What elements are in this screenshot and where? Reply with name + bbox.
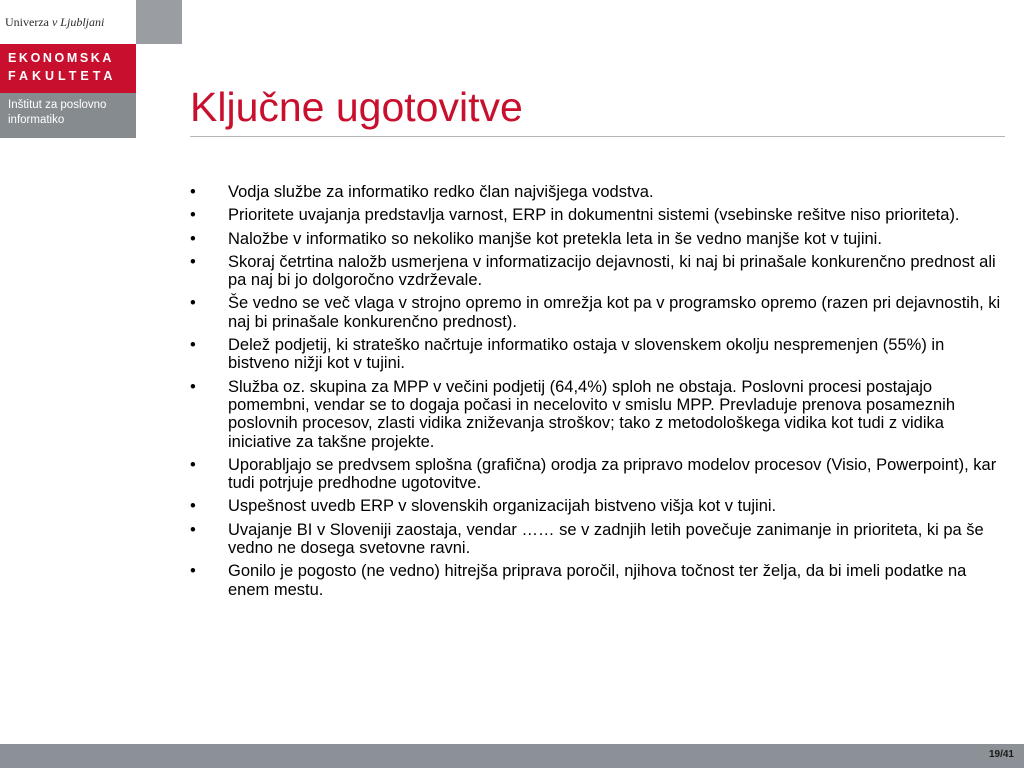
bullet-item [190, 521, 1005, 558]
bullet-text: Skoraj četrtina naložb usmerjena v informatizacijo dejavnosti, ki naj bi prinašale konkurenčno prednost ali pa naj bi jo dolgoročno vzdrževale. [228, 252, 996, 290]
title-divider [190, 136, 1005, 137]
bullet-list [190, 183, 1005, 604]
bullet-item [190, 183, 1005, 201]
bullet-dot: • [190, 206, 196, 225]
faculty-logo [0, 44, 136, 93]
bullet-dot: • [190, 294, 196, 313]
slide-title: Ključne ugotovitve [190, 84, 523, 130]
university-name-prefix: Univerza [5, 15, 49, 29]
bullet-dot: • [190, 183, 196, 201]
bullet-text: Uvajanje BI v Sloveniji zaostaja, vendar …… se v zadnjih letih povečuje zanimanje in prioriteta, ki pa še vedno ne dosega svetovne ravni. [228, 520, 984, 558]
bullet-text: Naložbe v informatiko so nekoliko manjše kot pretekla leta in še vedno manjše kot v tujini. [228, 229, 882, 248]
institute-line2: informatiko [8, 114, 65, 126]
bullet-item [190, 562, 1005, 599]
page-number: 19/41 [988, 749, 1014, 760]
institute-label [0, 93, 136, 138]
header-grey-square [136, 0, 182, 44]
bullet-text: Še vedno se več vlaga v strojno opremo in omrežja kot pa v programsko opremo (razen pri dejavnostih, ki naj bi prinašale konkurenčno prednost). [228, 294, 1001, 331]
bullet-dot: • [190, 497, 196, 516]
bullet-item [190, 336, 1005, 373]
faculty-logo-line2: FAKULTETA [8, 69, 117, 83]
faculty-logo-line1: EKONOMSKA [8, 51, 115, 65]
bullet-dot: • [190, 229, 196, 248]
bullet-text: Uspešnost uvedb ERP v slovenskih organizacijah bistveno višja kot v tujini. [228, 497, 777, 516]
bullet-text: Prioritete uvajanja predstavlja varnost, ERP in dokumentni sistemi (vsebinske rešitve niso prioriteta). [228, 206, 960, 225]
bullet-item [190, 253, 1005, 290]
bullet-item [190, 294, 1005, 331]
bullet-text: Gonilo je pogosto (ne vedno) hitrejša priprava poročil, njihova točnost ter želja, da bi imeli podatke na enem mestu. [228, 562, 967, 599]
bullet-dot: • [190, 520, 196, 539]
bullet-item [190, 230, 1005, 248]
bullet-item [190, 378, 1005, 451]
bullet-item [190, 456, 1005, 493]
university-name [5, 15, 104, 30]
bullet-text: Vodja službe za informatiko redko član najvišjega vodstva. [228, 183, 654, 201]
university-header [0, 0, 136, 44]
bullet-dot: • [190, 377, 196, 396]
bullet-item [190, 206, 1005, 224]
bullet-dot: • [190, 252, 196, 271]
footer-bar [0, 744, 1024, 768]
bullet-dot: • [190, 336, 196, 355]
institute-line1: Inštitut za poslovno [8, 99, 107, 111]
bullet-text: Uporabljajo se predvsem splošna (grafična) orodja za pripravo modelov procesov (Visio, Powerpoint), kar tudi potrjuje predhodne ugotovitve. [228, 455, 997, 493]
bullet-text: Delež podjetij, ki strateško načrtuje informatiko ostaja v slovenskem okolju nespremenjen (55%) in bistveno nižji kot v tujini. [228, 336, 945, 373]
bullet-text: Služba oz. skupina za MPP v večini podjetij (64,4%) sploh ne obstaja. Poslovni procesi postajajo pomembni, vendar se to dogaja počasi in necelovito v smislu MPP. Prevladuje prenova posameznih poslovnih procesov, zlasti vidika zniževanja stroškov; tako z metodološkega vidika kot tudi z vidika iniciative za takšne projekte. [228, 377, 956, 451]
university-name-italic: v Ljubljani [51, 15, 105, 29]
bullet-item [190, 497, 1005, 515]
bullet-dot: • [190, 455, 196, 474]
bullet-dot: • [190, 562, 196, 581]
